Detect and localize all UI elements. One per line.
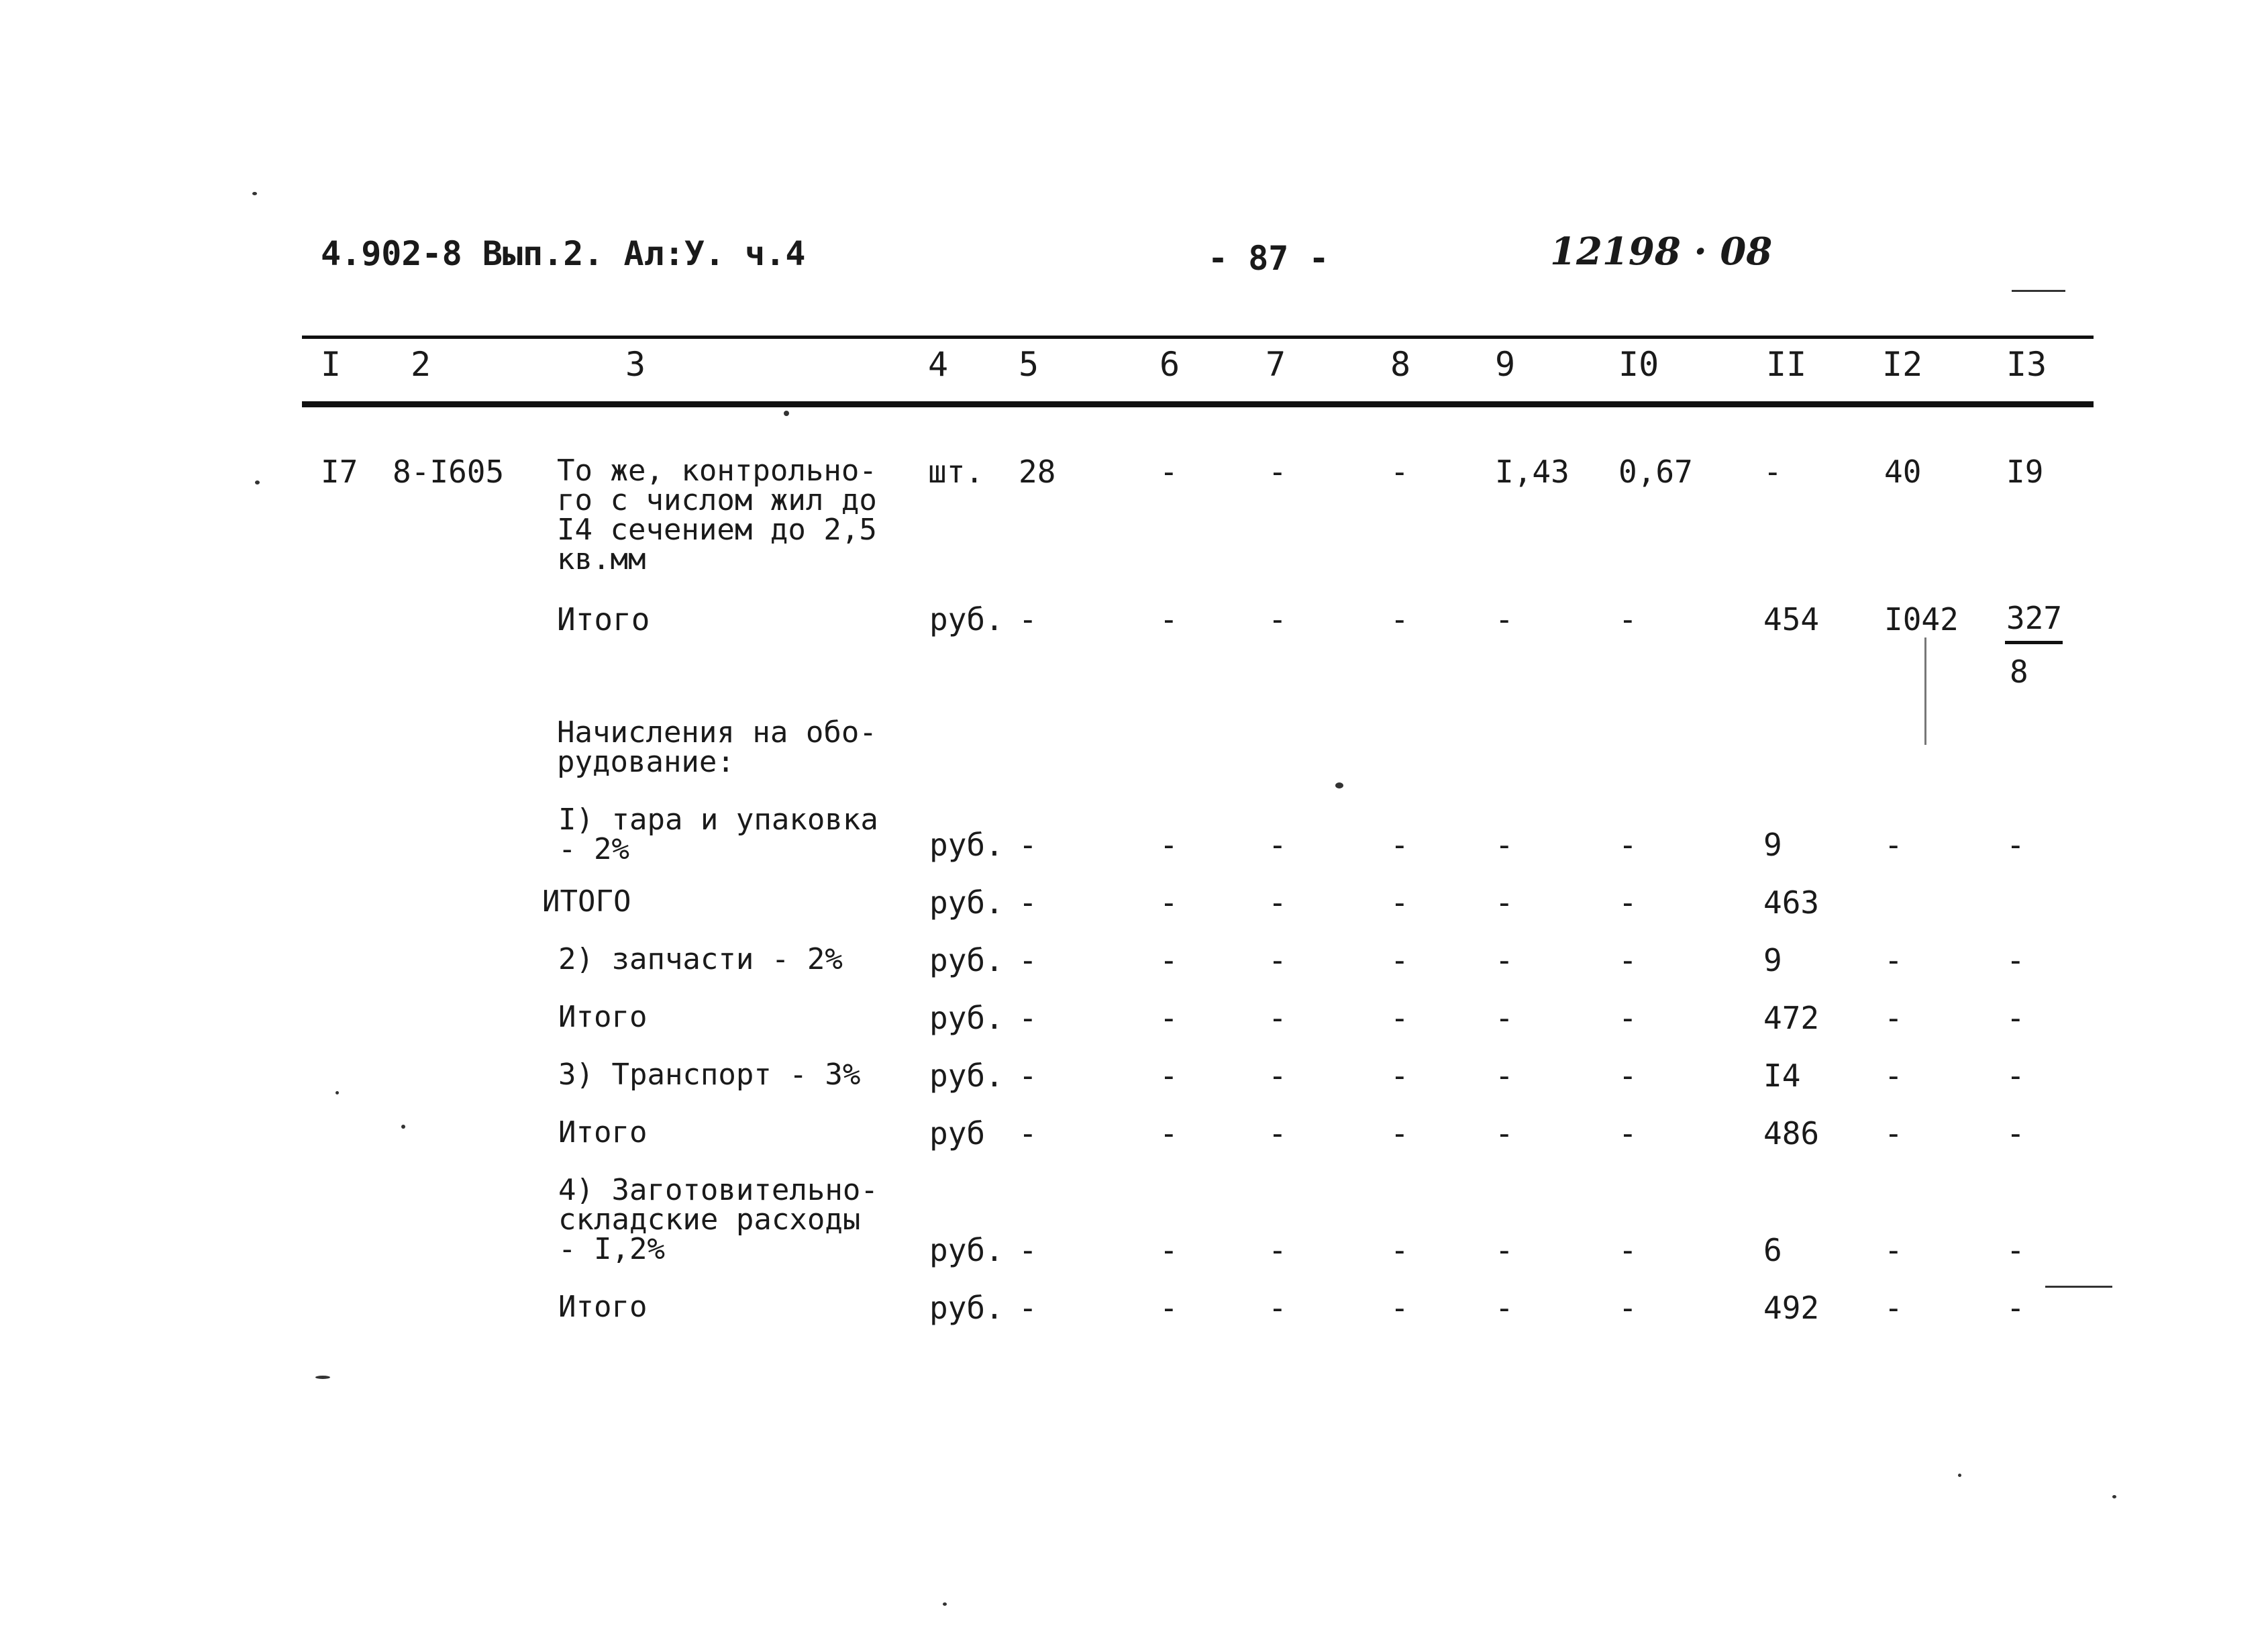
row-col13: -	[2006, 1290, 2025, 1326]
row-col11: 463	[1763, 884, 1820, 921]
total-col11: 454	[1763, 601, 1820, 637]
column-header: 8	[1390, 345, 1411, 384]
row-col11: 492	[1763, 1290, 1820, 1326]
scan-speck	[2112, 1495, 2116, 1498]
row-col12: -	[1884, 1290, 1903, 1326]
row-label: 4) Заготовительно- складские расходы - I,2%	[558, 1173, 878, 1266]
row-unit: руб.	[929, 1232, 1004, 1268]
scan-speck	[252, 192, 257, 195]
dash-cell: -	[1618, 1232, 1637, 1268]
dash-cell: -	[1495, 942, 1514, 978]
row-label: 3) Транспорт - 3%	[558, 1058, 861, 1092]
row-unit: руб.	[929, 884, 1004, 921]
row-unit: руб.	[929, 1000, 1004, 1036]
scan-speck	[1335, 782, 1343, 788]
dash-cell: -	[1159, 1290, 1178, 1326]
dash-cell: -	[1019, 1000, 1037, 1036]
column-header: I0	[1618, 345, 1659, 384]
row-col11: I4	[1763, 1058, 1801, 1094]
row-label: ИТОГО	[542, 884, 631, 919]
row-col11: 486	[1763, 1115, 1820, 1152]
dash-cell: -	[1390, 1000, 1409, 1036]
dash-cell: -	[1618, 827, 1637, 863]
dash-cell: -	[1495, 1232, 1514, 1268]
dash-cell: -	[1618, 1000, 1637, 1036]
row-col13: -	[2006, 827, 2025, 863]
column-header: 5	[1019, 345, 1039, 384]
scan-speck	[2012, 290, 2065, 292]
dash-cell: -	[1159, 884, 1178, 921]
row-col13: -	[2006, 942, 2025, 978]
scan-speck	[315, 1376, 330, 1379]
total-col12: I042	[1884, 601, 1959, 637]
dash-cell: -	[1390, 884, 1409, 921]
column-header: I	[321, 345, 342, 384]
dash-cell: -	[1390, 1290, 1409, 1326]
dash-cell: -	[1159, 1115, 1178, 1152]
dash-cell: -	[1495, 827, 1514, 863]
dash-cell: -	[1019, 884, 1037, 921]
dash-cell: -	[1390, 827, 1409, 863]
row-col11: 472	[1763, 1000, 1820, 1036]
row-label: I) тара и упаковка - 2%	[558, 803, 878, 866]
table-header-rule	[302, 401, 2094, 407]
row-col11: 9	[1763, 942, 1782, 978]
dash-cell: -	[1495, 1290, 1514, 1326]
dash-cell: -	[1495, 601, 1514, 637]
row-col12: -	[1884, 1115, 1903, 1152]
row-col12: -	[1884, 1232, 1903, 1268]
column-header: 2	[411, 345, 431, 384]
item-quantity: 28	[1019, 454, 1056, 490]
scan-speck	[784, 411, 789, 416]
item-col12: 40	[1884, 454, 1922, 490]
dash-cell: -	[1019, 1290, 1037, 1326]
charges-heading: Начисления на обо- рудование:	[557, 715, 877, 779]
column-header: 3	[625, 345, 646, 384]
dash-cell: -	[1159, 454, 1178, 490]
dash-cell: -	[1618, 1115, 1637, 1152]
dash-cell: -	[1159, 1232, 1178, 1268]
dash-cell: -	[1268, 1232, 1287, 1268]
dash-cell: -	[1390, 1058, 1409, 1094]
dash-cell: -	[1159, 1000, 1178, 1036]
dash-cell: -	[1159, 827, 1178, 863]
item-unit: шт.	[928, 454, 984, 490]
page-number: - 87 -	[1208, 239, 1329, 278]
dash-cell: -	[1159, 942, 1178, 978]
dash-cell: -	[1390, 454, 1409, 490]
total-col13-numerator: 327	[2006, 600, 2063, 636]
dash-cell: -	[1618, 942, 1637, 978]
dash-cell: -	[1019, 942, 1037, 978]
column-header: I2	[1882, 345, 1923, 384]
dash-cell: -	[1019, 1232, 1037, 1268]
dash-cell: -	[1268, 1290, 1287, 1326]
item-col13: I9	[2006, 454, 2044, 490]
row-label: 2) запчасти - 2%	[558, 942, 843, 976]
dash-cell: -	[1159, 601, 1178, 637]
item-number: I7	[321, 454, 358, 490]
row-col11: 6	[1763, 1232, 1782, 1268]
dash-cell: -	[1019, 1058, 1037, 1094]
dash-cell: -	[1390, 601, 1409, 637]
row-unit: руб.	[929, 942, 1004, 978]
dash-cell: -	[1268, 1058, 1287, 1094]
row-unit: руб.	[929, 601, 1004, 637]
row-col12: -	[1884, 1058, 1903, 1094]
dash-cell: -	[1268, 601, 1287, 637]
row-label: Итого	[557, 601, 650, 637]
scan-speck	[336, 1091, 339, 1094]
dash-cell: -	[1390, 942, 1409, 978]
row-unit: руб.	[929, 1290, 1004, 1326]
row-unit: руб.	[929, 827, 1004, 863]
document-code: 4.902-8 Вып.2. Ал:У. ч.4	[321, 234, 806, 273]
dash-cell: -	[1495, 1115, 1514, 1152]
item-col10: 0,67	[1618, 454, 1693, 490]
dash-cell: -	[1390, 1115, 1409, 1152]
column-header: I3	[2006, 345, 2047, 384]
dash-cell: -	[1268, 827, 1287, 863]
column-header: 9	[1495, 345, 1516, 384]
dash-cell: -	[1618, 884, 1637, 921]
dash-cell: -	[1268, 884, 1287, 921]
row-unit: руб	[929, 1115, 986, 1152]
inventory-number: 12198 · 08	[1550, 229, 1773, 274]
row-label: Итого	[558, 1115, 648, 1149]
dash-cell: -	[1159, 1058, 1178, 1094]
row-col12: -	[1884, 827, 1903, 863]
dash-cell: -	[1268, 942, 1287, 978]
column-header: II	[1766, 345, 1807, 384]
scan-speck	[401, 1125, 405, 1129]
row-col13: -	[2006, 1000, 2025, 1036]
row-col12: -	[1884, 942, 1903, 978]
table-top-rule	[302, 336, 2094, 339]
row-label: Итого	[558, 1000, 648, 1034]
row-col12: -	[1884, 1000, 1903, 1036]
dash-cell: -	[1495, 1000, 1514, 1036]
row-col13: -	[2006, 1232, 2025, 1268]
dash-cell: -	[1019, 1115, 1037, 1152]
dash-cell: -	[1618, 1290, 1637, 1326]
dash-cell: -	[1763, 454, 1782, 490]
dash-cell: -	[1268, 454, 1287, 490]
dash-cell: -	[1268, 1115, 1287, 1152]
fraction-line	[2005, 641, 2063, 644]
scan-speck	[255, 480, 260, 484]
dash-cell: -	[1019, 601, 1037, 637]
dash-cell: -	[1618, 601, 1637, 637]
item-code: 8-I605	[393, 454, 505, 490]
row-col13: -	[2006, 1115, 2025, 1152]
item-col9: I,43	[1495, 454, 1569, 490]
item-description: То же, контрольно- го с числом жил до I4 сечением до 2,5 кв.мм	[557, 454, 877, 576]
total-col13-denominator: 8	[2010, 654, 2028, 690]
dash-cell: -	[1268, 1000, 1287, 1036]
row-label: Итого	[558, 1290, 648, 1324]
column-header: 6	[1159, 345, 1180, 384]
scan-speck	[943, 1602, 947, 1606]
scan-speck	[2045, 1286, 2112, 1288]
scan-speck	[1958, 1474, 1961, 1477]
dash-cell: -	[1390, 1232, 1409, 1268]
row-unit: руб.	[929, 1058, 1004, 1094]
dash-cell: -	[1618, 1058, 1637, 1094]
dash-cell: -	[1495, 1058, 1514, 1094]
column-header: 7	[1266, 345, 1286, 384]
dash-cell: -	[1495, 884, 1514, 921]
dash-cell: -	[1019, 827, 1037, 863]
row-col11: 9	[1763, 827, 1782, 863]
row-col13: -	[2006, 1058, 2025, 1094]
column-header: 4	[928, 345, 949, 384]
scan-speck	[1924, 637, 1926, 745]
